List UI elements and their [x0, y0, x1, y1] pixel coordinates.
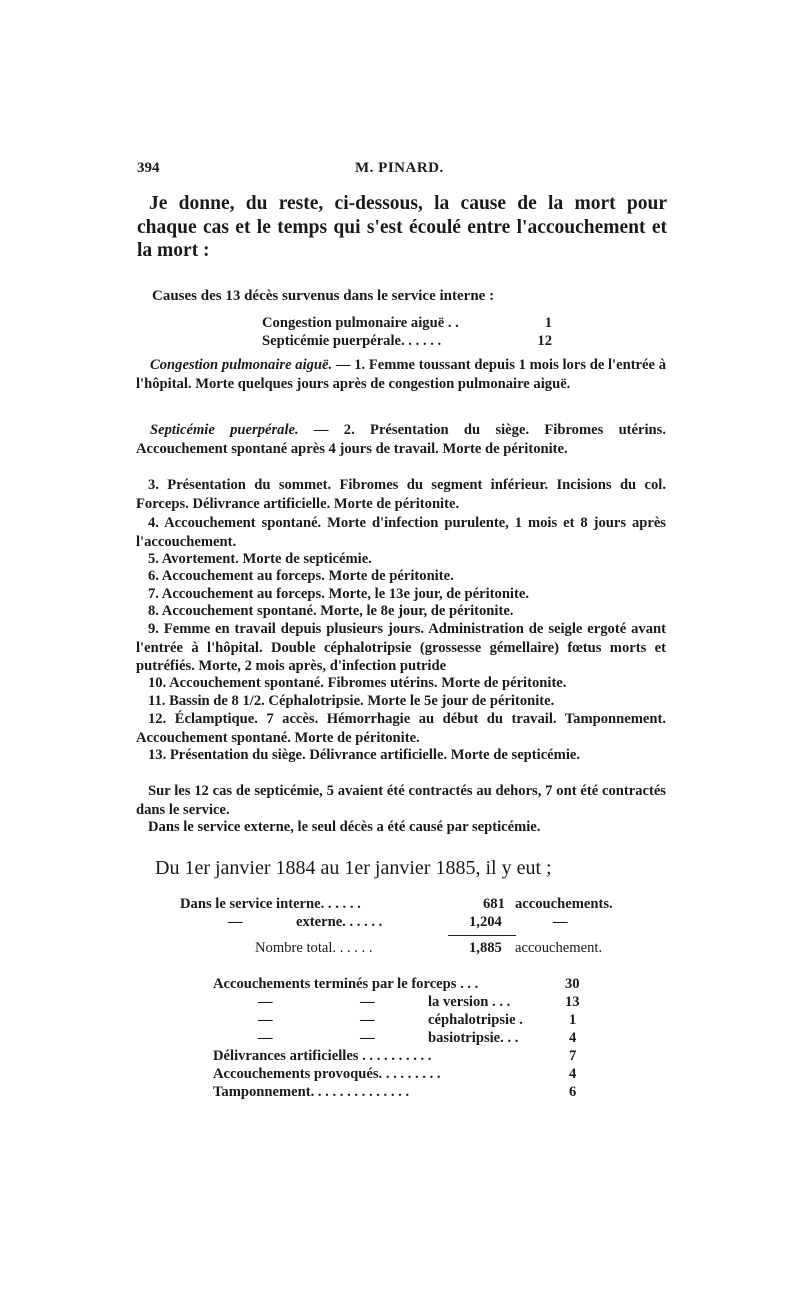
- causes-caption: Causes des 13 décès survenus dans le service interne :: [152, 288, 495, 304]
- operation-value: 4: [569, 1030, 577, 1046]
- running-title: M. PINARD.: [355, 160, 444, 176]
- case-10: 10. Accouchement spontané. Fibromes utérins. Morte de péritonite.: [148, 675, 567, 691]
- operation-value: 6: [569, 1084, 577, 1100]
- septicemie-paragraph: [136, 421, 666, 458]
- congestion-title: Congestion pulmonaire aiguë.: [150, 357, 333, 373]
- operation-value: 7: [569, 1048, 577, 1064]
- operation-dash: —: [258, 994, 273, 1010]
- operation-dash: —: [360, 1012, 375, 1028]
- case-3: 3. Présentation du sommet. Fibromes du segment inférieur. Incisions du col. Forceps. Délivrance artificielle. Morte de péritonite.: [136, 477, 666, 512]
- operation-value: 1: [569, 1012, 577, 1028]
- births-total-value: 1,885: [469, 940, 502, 956]
- cause-value: 1: [544, 315, 552, 331]
- operation-value: 13: [565, 994, 580, 1010]
- operation-row-tamponnement: Tamponnement. . . . . . . . . . . . . .: [213, 1084, 410, 1100]
- case-9: 9. Femme en travail depuis plusieurs jours. Administration de seigle ergoté avant l'entrée à l'hôpital. Double céphalotripsie (grossesse gémellaire) fœtus morts et putréfiés. Morte, 2 mois après, d'infection putride: [136, 621, 666, 675]
- operation-row-provoques: Accouchements provoqués. . . . . . . . .: [213, 1066, 441, 1082]
- operation-dash: —: [360, 1030, 375, 1046]
- case-11: 11. Bassin de 8 1/2. Céphalotripsie. Morte le 5e jour de péritonite.: [148, 693, 555, 709]
- cause-value: 12: [537, 333, 552, 349]
- births-unit: accouchements.: [515, 896, 613, 912]
- septicemie-title: Septicémie puerpérale.: [150, 422, 299, 438]
- operation-row-forceps: Accouchements terminés par le forceps . . .: [213, 976, 479, 992]
- intro-paragraph: Je donne, du reste, ci-dessous, la cause de la mort pour chaque cas et le temps qui s'est écoulé entre l'accouchement et la mort :: [137, 193, 667, 261]
- case-8: 8. Accouchement spontané. Morte, le 8e jour, de péritonite.: [148, 603, 514, 619]
- cause-row-septicemie: [262, 333, 441, 350]
- operation-dash: —: [258, 1012, 273, 1028]
- congestion-paragraph: [136, 356, 666, 393]
- operation-value: 4: [569, 1066, 577, 1082]
- births-external-label: externe. . . . . .: [296, 914, 383, 930]
- operation-row-basiotripsie: basiotripsie. . .: [428, 1030, 519, 1046]
- births-total-unit: accouchement.: [515, 940, 603, 956]
- operation-dash: —: [258, 1030, 273, 1046]
- congestion-text: — 1. Femme toussant depuis 1 mois lors de l'entrée à l'hôpital. Morte quelques jours après de congestion pulmonaire aiguë.: [136, 357, 666, 392]
- operation-dash: —: [360, 994, 375, 1010]
- case-6: 6. Accouchement au forceps. Morte de péritonite.: [148, 568, 454, 584]
- summary-septicemie: Sur les 12 cas de septicémie, 5 avaient été contractés au dehors, 7 ont été contractés dans le service.: [136, 783, 666, 818]
- births-external-value: 1,204: [469, 914, 502, 930]
- births-total-label: Nombre total. . . . . .: [255, 940, 373, 956]
- births-external-unit: —: [553, 914, 568, 930]
- case-7: 7. Accouchement au forceps. Morte, le 13e jour, de péritonite.: [148, 586, 529, 602]
- case-12: 12. Éclamptique. 7 accès. Hémorrhagie au début du travail. Tamponnement. Accouchement spontané. Morte de péritonite.: [136, 711, 666, 746]
- births-internal-value: 681: [483, 896, 505, 912]
- case-5: 5. Avortement. Morte de septicémie.: [148, 551, 372, 567]
- sum-rule: [448, 935, 516, 936]
- septicemie-text: — 2. Présentation du siège. Fibromes utérins. Accouchement spontané après 4 jours de travail. Morte de péritonite.: [136, 422, 666, 457]
- operation-row-version: la version . . .: [428, 994, 511, 1010]
- operation-row-delivrances: Délivrances artificielles . . . . . . . . . .: [213, 1048, 432, 1064]
- cause-row-congestion: [262, 315, 459, 332]
- case-4: 4. Accouchement spontané. Morte d'infection purulente, 1 mois et 8 jours après l'accouchement.: [136, 515, 666, 550]
- page-number: 394: [137, 160, 160, 176]
- case-13: 13. Présentation du siège. Délivrance artificielle. Morte de septicémie.: [148, 747, 580, 763]
- births-external-dash: —: [228, 914, 243, 930]
- period-title: Du 1er janvier 1884 au 1er janvier 1885, il y eut ;: [155, 857, 552, 879]
- operation-row-cephalotripsie: céphalotripsie .: [428, 1012, 523, 1028]
- operation-value: 30: [565, 976, 580, 992]
- summary-external: Dans le service externe, le seul décès a été causé par septicémie.: [148, 819, 541, 835]
- cause-label: Congestion pulmonaire aiguë . .: [262, 315, 459, 331]
- cause-label: Septicémie puerpérale. . . . . .: [262, 333, 442, 349]
- births-internal-label: Dans le service interne. . . . . .: [180, 896, 361, 912]
